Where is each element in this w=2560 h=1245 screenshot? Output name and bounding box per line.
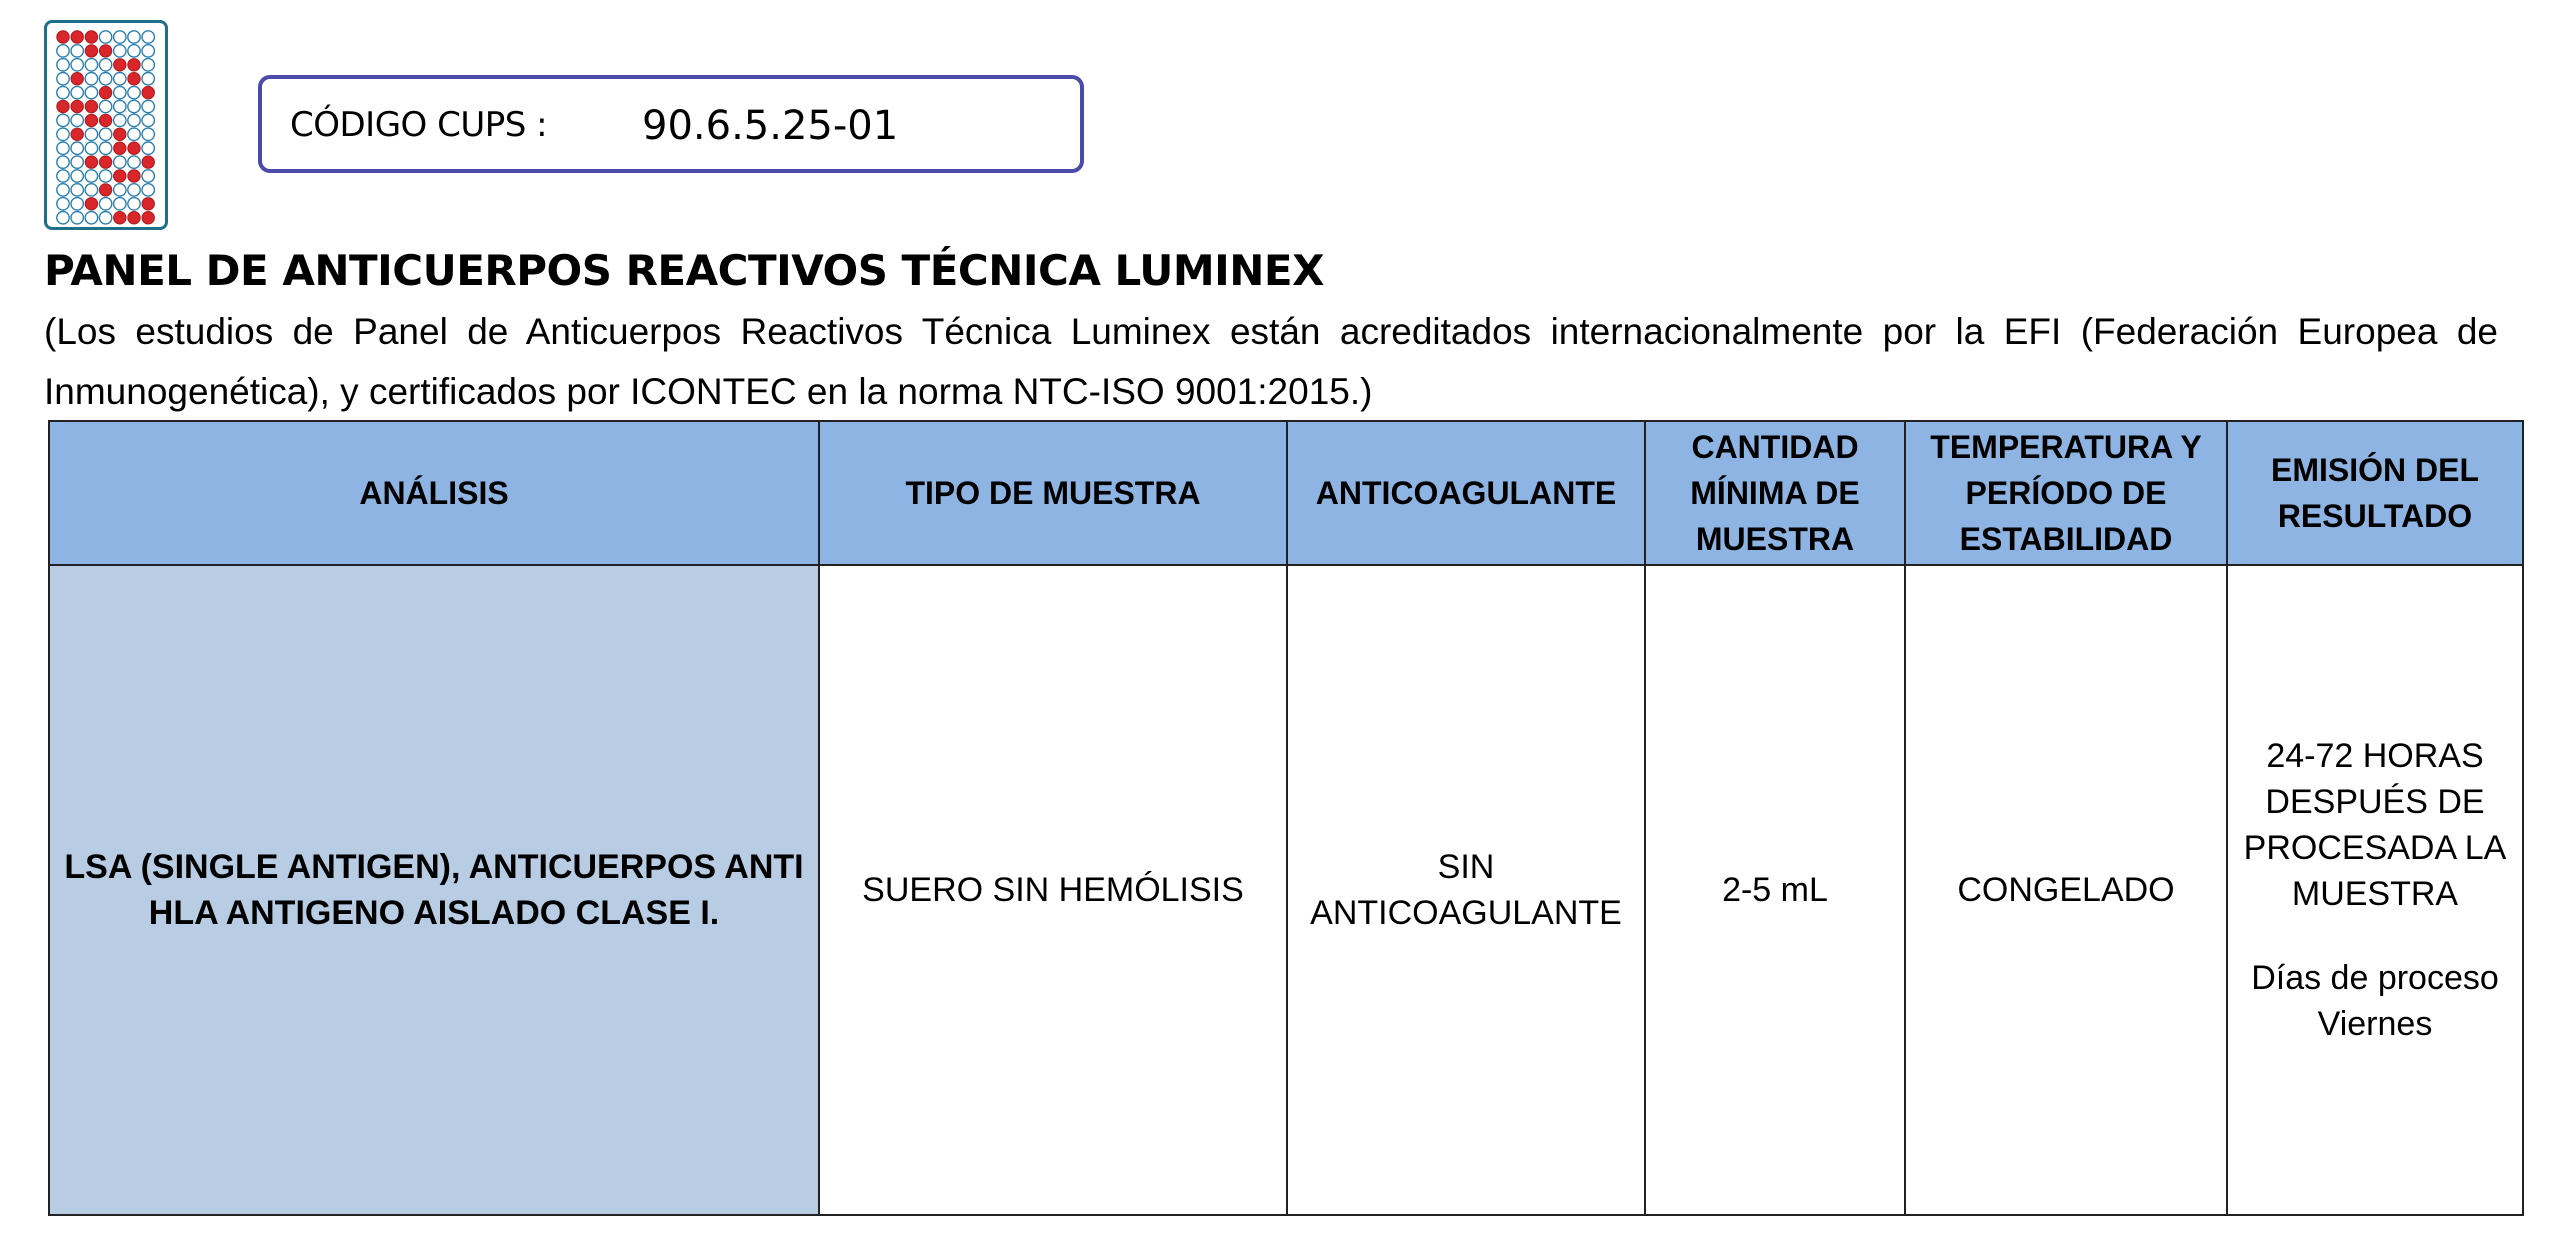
cell-min-quantity: 2-5 mL	[1645, 565, 1905, 1215]
header-min-quantity: CANTIDAD MÍNIMA DE MUESTRA	[1645, 421, 1905, 565]
cell-temperature: CONGELADO	[1905, 565, 2227, 1215]
header-sample-type: TIPO DE MUESTRA	[819, 421, 1287, 565]
cell-emission	[2227, 565, 2523, 1215]
emission-time: 24-72 HORAS DESPUÉS DE PROCESADA LA MUESTRA	[2243, 737, 2507, 913]
sample-requirements-table	[48, 420, 2524, 1216]
cell-sample-type: SUERO SIN HEMÓLISIS	[819, 565, 1287, 1215]
accreditation-note: (Los estudios de Panel de Anticuerpos Reactivos Técnica Luminex están acreditados internacionalmente por la EFI (Federación Europea de Inmunogenética), y certificados por ICONTEC en la norma NTC-ISO 9001:2015.)	[44, 311, 2498, 412]
table-row	[49, 565, 2523, 1215]
cell-anticoagulant: SIN ANTICOAGULANTE	[1287, 565, 1645, 1215]
table-header-row	[49, 421, 2523, 565]
bead-grid-logo-icon	[44, 20, 168, 230]
cups-code-value: 90.6.5.25-01	[642, 103, 899, 149]
cups-code-box	[258, 75, 1084, 173]
header-temperature: TEMPERATURA Y PERÍODO DE ESTABILIDAD	[1905, 421, 2227, 565]
header-emission: EMISIÓN DEL RESULTADO	[2227, 421, 2523, 565]
emission-days-label: Días de proceso	[2251, 959, 2499, 997]
emission-days: Viernes	[2317, 1005, 2433, 1043]
header-anticoagulant: ANTICOAGULANTE	[1287, 421, 1645, 565]
cups-code-label: CÓDIGO CUPS :	[290, 105, 548, 145]
cell-analysis: LSA (SINGLE ANTIGEN), ANTICUERPOS ANTI HLA ANTIGENO AISLADO CLASE I.	[49, 565, 819, 1215]
header-analysis: ANÁLISIS	[49, 421, 819, 565]
document-title: PANEL DE ANTICUERPOS REACTIVOS TÉCNICA LUMINEX	[44, 246, 1324, 295]
